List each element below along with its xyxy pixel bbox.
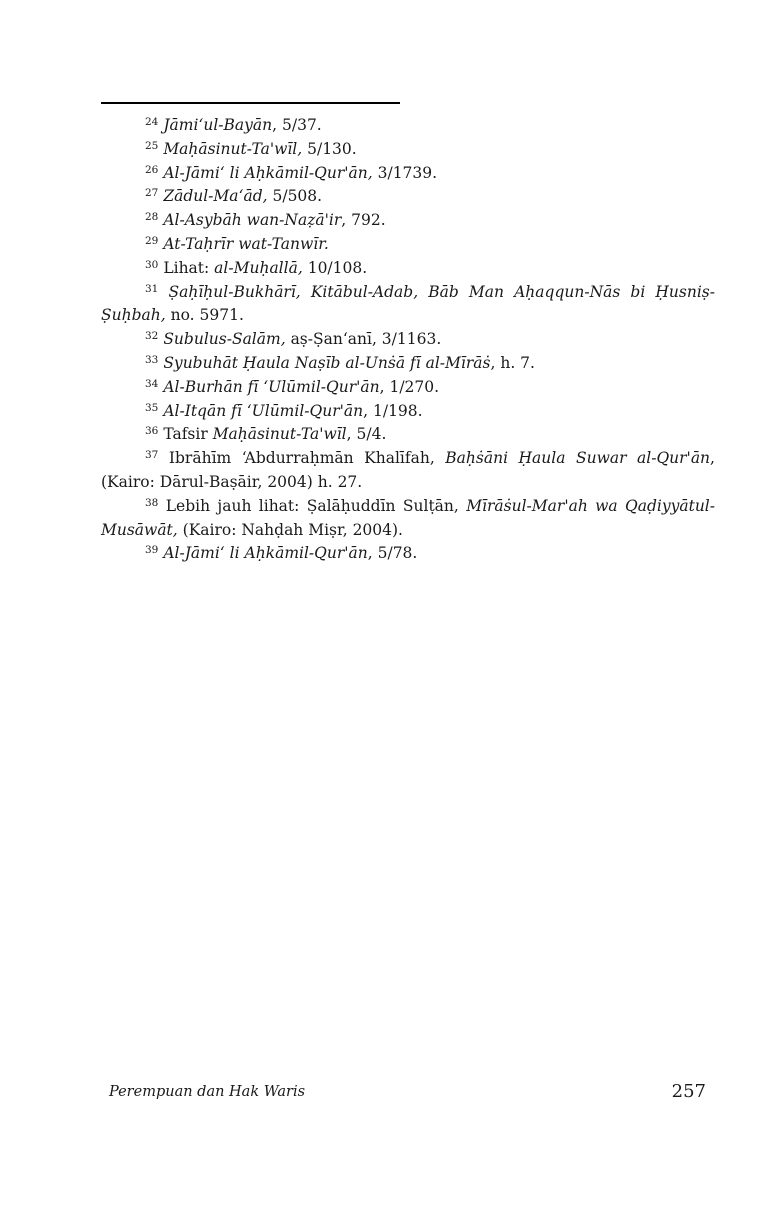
footnote-number: 38 bbox=[145, 496, 159, 509]
footnote-text: no. 5971. bbox=[165, 306, 244, 325]
footnote-title: Maḥāsinut-Ta'wīl bbox=[212, 425, 347, 444]
footnote-text: , h. 7. bbox=[490, 353, 535, 372]
footnote-number: 28 bbox=[145, 211, 159, 224]
footnote bbox=[101, 542, 715, 566]
footnote-text: , 5/37. bbox=[272, 116, 322, 134]
footnote bbox=[101, 138, 715, 162]
footnote-title: Baḥṡāni Ḥaula Suwar al-Qur'ān bbox=[445, 449, 711, 468]
footnote-title: Ṣaḥīḥul-Bukhārī, Kitābul-Adab, Bāb Man Aḥaqqun-Nās bi Ḥusniṣ-Ṣuḥbah, bbox=[101, 282, 715, 325]
footnote-text: 10/108. bbox=[302, 258, 368, 277]
footnote-text: , 5/4. bbox=[346, 425, 387, 444]
footnote bbox=[101, 400, 715, 424]
footnote-text: , 5/78. bbox=[367, 544, 418, 563]
footnote-number: 26 bbox=[145, 163, 159, 176]
footnote-title: Syubuhāt Ḥaula Naṣīb al-Unṡā fī al-Mīrāṡ bbox=[163, 353, 491, 372]
footnote-prefix: Lebih jauh lihat: Ṣalāḥuddīn Sulṭān, bbox=[165, 496, 467, 515]
footnote bbox=[101, 185, 715, 209]
footnote-number: 27 bbox=[145, 187, 159, 200]
footnote-number: 29 bbox=[145, 234, 159, 247]
footnote-text: 5/130. bbox=[302, 139, 357, 158]
footnote bbox=[101, 233, 715, 257]
footnote-number: 33 bbox=[145, 353, 159, 366]
footnote bbox=[101, 376, 715, 400]
footnote-title: Al-Asybāh wan-Naẓā'ir bbox=[163, 211, 342, 230]
footnote-prefix: Ibrāhīm ‘Abdurraḥmān Khalīfah, bbox=[168, 449, 446, 468]
footnote-number: 36 bbox=[145, 425, 159, 438]
footnote-title: al-Muḥallā, bbox=[214, 258, 303, 277]
running-footer-title: Perempuan dan Hak Waris bbox=[109, 1084, 306, 1100]
footnote-title: Al-Burhān fī ‘Ulūmil-Qur'ān bbox=[163, 377, 380, 396]
footnote-text: , 1/270. bbox=[379, 377, 440, 396]
footnote-number: 31 bbox=[145, 282, 159, 295]
footnote-number: 39 bbox=[145, 544, 159, 557]
footnote bbox=[101, 281, 715, 329]
footnote-title: Maḥāsinut-Ta'wīl, bbox=[163, 139, 303, 158]
footnote bbox=[101, 114, 715, 138]
footnote-number: 32 bbox=[145, 330, 159, 343]
footnote-text: , 1/198. bbox=[363, 401, 423, 420]
footnote-number: 30 bbox=[145, 258, 159, 271]
footnote-number: 25 bbox=[145, 139, 159, 152]
footnote-text: , (Kairo: Dārul-Baṣāir, 2004) h. 27. bbox=[101, 449, 715, 491]
footnote-prefix: Tafsir bbox=[163, 425, 213, 444]
page-number: 257 bbox=[671, 1081, 706, 1102]
footnote bbox=[101, 423, 715, 447]
footnote bbox=[101, 257, 715, 281]
footnote-text: 5/508. bbox=[267, 187, 323, 206]
footnote-title: Al-Jāmi‘ li Aḥkāmil-Qur'ān bbox=[163, 544, 368, 563]
footnote bbox=[101, 447, 715, 495]
footnote-title: At-Taḥrīr wat-Tanwīr. bbox=[163, 234, 329, 253]
footnote-prefix: Lihat: bbox=[163, 258, 215, 277]
footnote-number: 34 bbox=[145, 377, 159, 390]
footnote-title: Al-Itqān fī ‘Ulūmil-Qur'ān bbox=[163, 401, 364, 420]
footnote bbox=[101, 209, 715, 233]
footnote-number: 37 bbox=[145, 449, 159, 462]
footnote-number: 24 bbox=[145, 116, 159, 128]
footnote-title: Mīrāṡul-Mar'ah wa Qaḍiyyātul-Musāwāt, bbox=[101, 496, 716, 539]
footnote-text: 3/1739. bbox=[372, 163, 438, 182]
footnote-title: Jāmi‘ul-Bayān bbox=[163, 116, 273, 134]
footnotes-list bbox=[101, 114, 715, 566]
footnote bbox=[101, 328, 715, 352]
footnote-separator-rule bbox=[101, 102, 400, 104]
footnote-title: Zādul-Ma‘ād, bbox=[163, 187, 268, 206]
footnote-number: 35 bbox=[145, 401, 159, 414]
footnote-title: Subulus-Salām, bbox=[163, 330, 286, 349]
footnote-title: Al-Jāmi‘ li Aḥkāmil-Qur'ān, bbox=[163, 163, 373, 182]
footnote-text: , 792. bbox=[341, 211, 386, 230]
footnote bbox=[101, 352, 715, 376]
footnote-text: (Kairo: Nahḍah Miṣr, 2004). bbox=[177, 520, 403, 539]
footnote bbox=[101, 162, 715, 186]
footnote bbox=[101, 495, 715, 543]
footnote-text: aṣ-Ṣan‘anī, 3/1163. bbox=[285, 330, 442, 349]
